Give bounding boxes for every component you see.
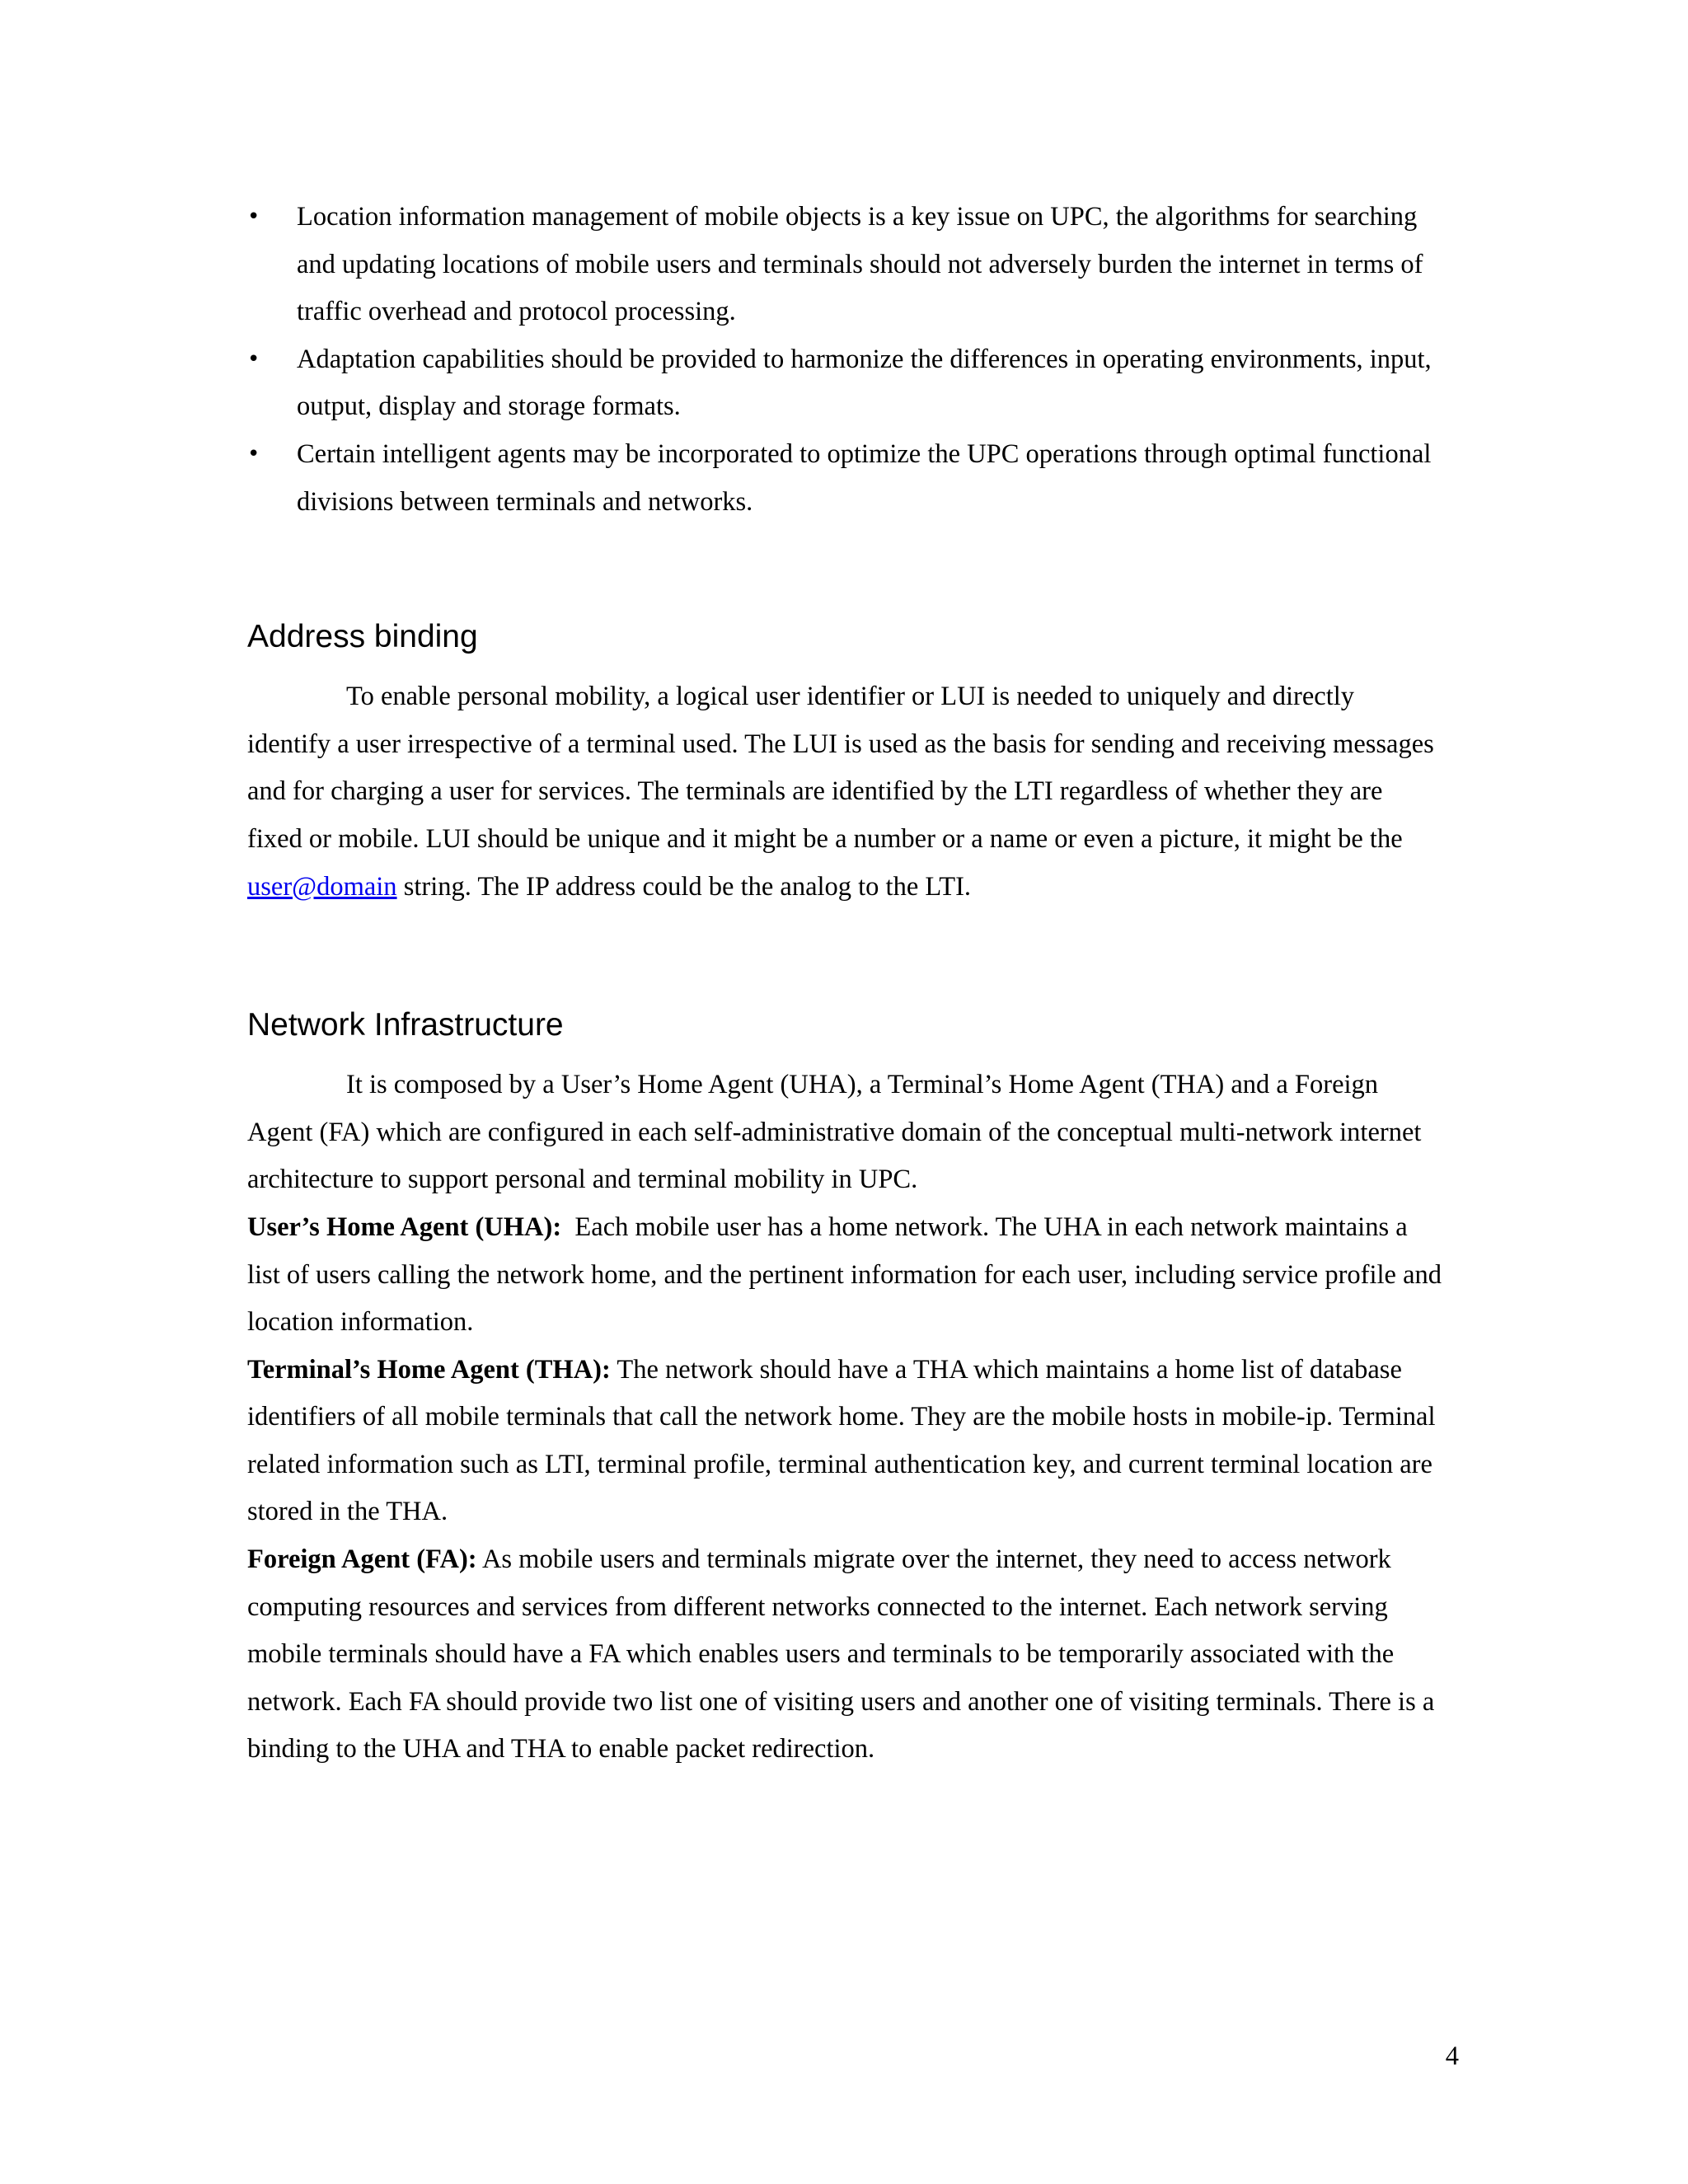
uha-term: User’s Home Agent (UHA): <box>247 1212 562 1242</box>
bullet-icon: • <box>247 346 260 372</box>
network-infrastructure-heading: Network Infrastructure <box>247 1007 564 1043</box>
list-item-text: Adaptation capabilities should be provided to harmonize the differences in operating environments, input, output, display and storage formats. <box>297 344 1432 422</box>
tha-term: Terminal’s Home Agent (THA): <box>247 1354 611 1385</box>
fa-paragraph <box>247 1536 1442 1774</box>
fa-term: Foreign Agent (FA): <box>247 1544 477 1575</box>
uha-paragraph <box>247 1204 1449 1347</box>
address-binding-paragraph <box>247 673 1442 911</box>
list-item <box>247 194 1442 336</box>
list-item-text: Certain intelligent agents may be incorporated to optimize the UPC operations through optimal functional divisions between terminals and networks. <box>297 438 1432 517</box>
address-binding-heading: Address binding <box>247 619 478 655</box>
page-content <box>247 194 1449 1774</box>
tha-paragraph <box>247 1347 1442 1536</box>
requirements-list <box>247 194 1442 526</box>
page-number: 4 <box>1445 2041 1459 2071</box>
address-binding-text: To enable personal mobility, a logical user identifier or LUI is needed to uniquely and directly identify a user irrespective of a terminal used. The LUI is used as the basis for sending and receiving messages and for charging a user for services. The terminals are identified by the LTI regardless of whether they are fixed or mobile. LUI should be unique and it might be a number or a name or even a picture, it might be the <box>247 682 1434 854</box>
network-infrastructure-intro: It is composed by a User’s Home Agent (UHA), a Terminal’s Home Agent (THA) and a Foreign Agent (FA) which are configured in each self-administrative domain of the conceptual multi-network internet architecture to support personal and terminal mobility in UPC. <box>247 1070 1422 1195</box>
fa-description: As mobile users and terminals migrate over the internet, they need to access network computing resources and services from different networks connected to the internet. Each network serving mobile terminals should have a FA which enables users and terminals to be temporarily associated with the network. Each FA should provide two list one of visiting users and another one of visiting terminals. There is a binding to the UHA and THA to enable packet redirection. <box>247 1544 1435 1765</box>
user-domain-link[interactable]: user@domain <box>247 871 397 902</box>
list-item <box>247 431 1442 526</box>
uha-description: Each mobile user has a home network. The UHA in each network maintains a list of users calling the network home, and the pertinent information for each user, including service profile and location information. <box>247 1212 1449 1338</box>
list-item-text: Location information management of mobile objects is a key issue on UPC, the algorithms for searching and updating locations of mobile users and terminals should not adversely burden the internet in terms of traffic overhead and protocol processing. <box>297 202 1423 327</box>
bullet-icon: • <box>247 204 260 229</box>
address-binding-text-end: string. The IP address could be the analog to the LTI. <box>396 871 972 902</box>
list-item <box>247 336 1442 431</box>
bullet-icon: • <box>247 441 260 466</box>
tha-description: The network should have a THA which maintains a home list of database identifiers of all mobile terminals that call the network home. They are the mobile hosts in mobile-ip. Terminal related information such as LTI, terminal profile, terminal authentication key, and current terminal location are stored in the THA. <box>247 1354 1436 1527</box>
